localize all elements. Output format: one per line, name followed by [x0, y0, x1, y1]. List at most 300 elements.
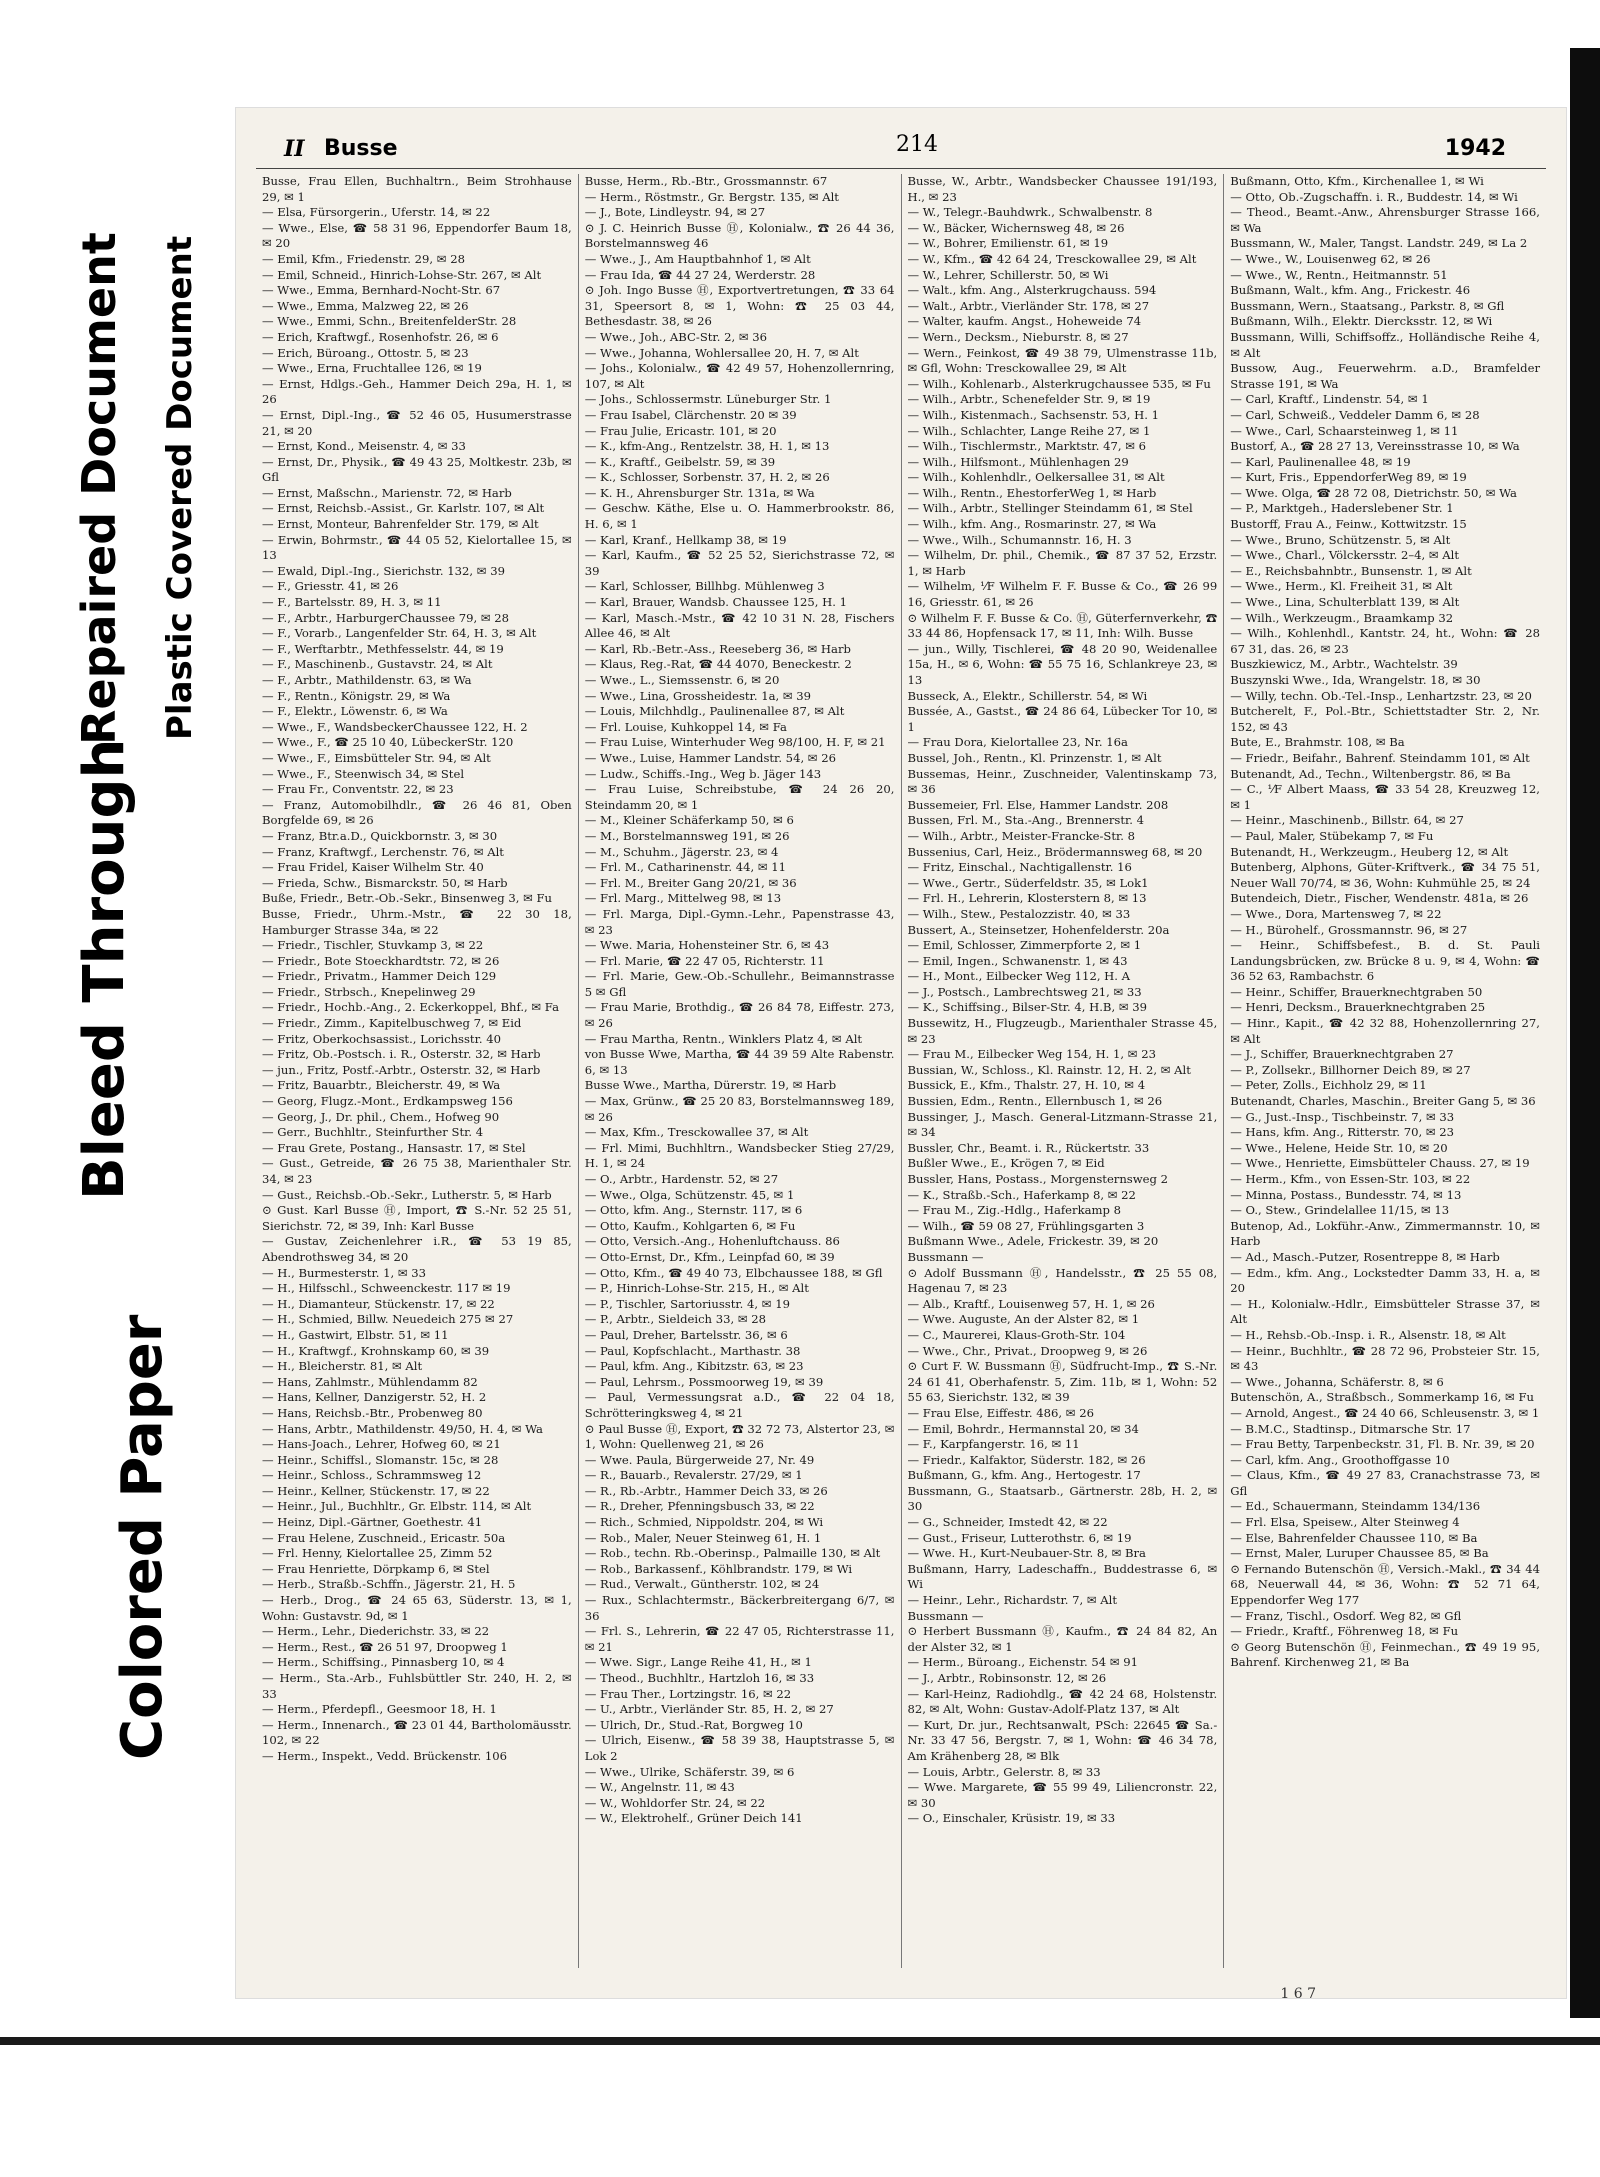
directory-entry: — Wilh., ☎ 59 08 27, Frühlingsgarten 3 — [907, 1218, 1145, 1233]
directory-entry: — Friedr., Beifahr., Bahrenf. Steindamm 101, ✉ Alt — [1230, 750, 1530, 765]
directory-entry: — Emil, Ingen., Schwanenstr. 1, ✉ 43 — [907, 953, 1128, 968]
directory-entry: ⊙ Joh. Ingo Busse Ⓗ, Exportvertretungen, ☎ 33 64 31, Speersort 8, ✉ 1, Wohn: ☎ 25 03 44, Bethesdastr. 38, ✉ 26 — [584, 283, 895, 329]
directory-entry: Bußmann Wwe., Adele, Frickestr. 39, ✉ 20 — [907, 1234, 1159, 1249]
directory-entry: — Wwe., Ulrike, Schäferstr. 39, ✉ 6 — [584, 1764, 795, 1779]
directory-entry: — Minna, Postass., Bundesstr. 74, ✉ 13 — [1230, 1187, 1462, 1202]
directory-entry: — Theod., Beamt.-Anw., Ahrensburger Strasse 166, ✉ Wa — [1230, 205, 1540, 235]
directory-entry: — Rob., techn. Rb.-Oberinsp., Palmaille 130, ✉ Alt — [584, 1546, 881, 1561]
directory-entry: — Otto, Kaufm., Kohlgarten 6, ✉ Fu — [584, 1218, 796, 1233]
directory-entry: Busse, W., Arbtr., Wandsbecker Chaussee 191/193, H., ✉ 23 — [907, 174, 1218, 204]
directory-entry: Bussert, A., Steinsetzer, Hohenfelderstr. 20a — [907, 922, 1170, 937]
directory-entry: ⊙ Curt F. W. Bussmann Ⓗ, Südfrucht-Imp., ☎ S.-Nr. 24 61 41, Oberhafenstr. 5, Zim. 11b, ✉ 1, Wohn: 52 55 63, Sierichstr. 132, ✉ 39 — [907, 1359, 1218, 1405]
directory-entry: — Wilh., Tischlermstr., Marktstr. 47, ✉ 6 — [907, 439, 1146, 454]
directory-entry: — Otto, Kfm., ☎ 49 40 73, Elbchaussee 188, ✉ Gfl — [584, 1265, 883, 1280]
directory-entry: — R., Bauarb., Revalerstr. 27/29, ✉ 1 — [584, 1468, 803, 1483]
directory-entry: Bußmann, Otto, Kfm., Kirchenallee 1, ✉ Wi — [1230, 174, 1484, 188]
directory-entry: Butenandt, Ad., Techn., Wiltenbergstr. 86, ✉ Ba — [1230, 766, 1511, 781]
directory-entry: — Herm., Schiffsing., Pinnasberg 10, ✉ 4 — [262, 1655, 505, 1670]
directory-entry: — Wwe., Joh., ABC-Str. 2, ✉ 36 — [584, 329, 767, 344]
directory-entry: — Frl. Marga, Dipl.-Gymn.-Lehr., Papenstrasse 43, ✉ 23 — [584, 906, 895, 937]
directory-entry: — Gust., Reichsb.-Ob.-Sekr., Lutherstr. 5, ✉ Harb — [262, 1187, 552, 1202]
directory-entry: Bussick, E., Kfm., Thalstr. 27, H. 10, ✉ 4 — [907, 1078, 1146, 1093]
directory-entry: — Wwe. Maria, Hohensteiner Str. 6, ✉ 43 — [584, 938, 830, 953]
directory-entry: — F., Arbtr., Mathildenstr. 63, ✉ Wa — [262, 673, 472, 687]
directory-entry: ⊙ Fernando Butenschön Ⓗ, Versich.-Makl., ☎ 34 44 68, Neuerwall 44, ✉ 36, Wohn: ☎ 52 71 64, Eppendorfer Weg 177 — [1230, 1561, 1540, 1608]
directory-entry: — H., Bleicherstr. 81, ✉ Alt — [262, 1359, 423, 1374]
directory-page — [236, 108, 1566, 2002]
directory-entry: — Franz, Btr.a.D., Quickbornstr. 3, ✉ 30 — [262, 828, 498, 843]
directory-entry: — F., Griesstr. 41, ✉ 26 — [262, 579, 399, 594]
directory-entry: ⊙ Gust. Karl Busse Ⓗ, Import, ☎ S.-Nr. 52 25 51, Sierichstr. 72, ✉ 39, Inh: Karl Busse — [262, 1203, 572, 1233]
directory-entry: — Wilhelm, Dr. phil., Chemik., ☎ 87 37 52, Erzstr. 1, ✉ Harb — [907, 548, 1218, 578]
directory-entry: Bussemas, Heinr., Zuschneider, Valentinskamp 73, ✉ 36 — [907, 766, 1218, 797]
directory-entry: Busseck, A., Elektr., Schillerstr. 54, ✉ Wi — [907, 688, 1148, 703]
directory-entry: — Ludw., Schiffs.-Ing., Weg b. Jäger 143 — [584, 766, 822, 781]
directory-entry: — Friedr., Tischler, Stuvkamp 3, ✉ 22 — [262, 938, 484, 953]
directory-entry: Bußmann, G., kfm. Ang., Hertogestr. 17 — [907, 1468, 1141, 1483]
directory-entry: — Wwe., W., Rentn., Heitmannstr. 51 — [1230, 267, 1448, 282]
directory-entry: — Heinr., Schloss., Schrammsweg 12 — [262, 1468, 482, 1483]
directory-entry: — Wwe., L., Siemssenstr. 6, ✉ 20 — [584, 673, 780, 687]
directory-entry: — Wwe., Wilh., Schumannstr. 16, H. 3 — [907, 532, 1132, 547]
directory-entry: — O., Einschaler, Krüsistr. 19, ✉ 33 — [907, 1811, 1116, 1826]
directory-entry: — W., Bäcker, Wichernsweg 48, ✉ 26 — [907, 220, 1125, 235]
directory-entry: — Otto, kfm. Ang., Sternstr. 117, ✉ 6 — [584, 1203, 803, 1218]
directory-entry: — Wern., Feinkost, ☎ 49 38 79, Ulmenstrasse 11b, ✉ Gfl, Wohn: Tresckowallee 29, ✉ Alt — [907, 345, 1218, 376]
directory-entry: — Wilh., Hilfsmont., Mühlenhagen 29 — [907, 454, 1129, 469]
directory-entry: — Emil, Schneid., Hinrich-Lohse-Str. 267, ✉ Alt — [262, 267, 542, 282]
directory-entry: — Wwe., Emmi, Schn., BreitenfelderStr. 28 — [262, 314, 517, 329]
directory-entry: — Wwe. H., Kurt-Neubauer-Str. 8, ✉ Bra — [907, 1546, 1146, 1561]
directory-entry: — Wwe., Henriette, Eimsbütteler Chauss. 27, ✉ 19 — [1230, 1156, 1530, 1171]
directory-entry: — H., Burmesterstr. 1, ✉ 33 — [262, 1265, 426, 1280]
directory-entry: — Karl, Kranf., Hellkamp 38, ✉ 19 — [584, 532, 787, 547]
directory-entry: Butenandt, Charles, Maschin., Breiter Gang 5, ✉ 36 — [1230, 1094, 1536, 1109]
directory-entry: — Karl, Rb.-Betr.-Ass., Reeseberg 36, ✉ Harb — [584, 641, 851, 656]
directory-entry: — H., Bürohelf., Grossmannstr. 96, ✉ 27 — [1230, 922, 1468, 937]
directory-entry: Bussien, Edm., Rentn., Ellernbusch 1, ✉ 26 — [907, 1094, 1163, 1109]
directory-entry: — H., Mont., Eilbecker Weg 112, H. A — [907, 969, 1131, 984]
directory-entry: — P., Arbtr., Sieldeich 33, ✉ 28 — [584, 1312, 766, 1327]
directory-entry: Bussinger, J., Masch. General-Litzmann-Strasse 21, ✉ 34 — [907, 1109, 1218, 1140]
section-roman: II — [284, 136, 305, 162]
directory-entry: — Wilh., kfm. Ang., Rosmarinstr. 27, ✉ Wa — [907, 517, 1157, 532]
directory-entry: ⊙ Paul Busse Ⓗ, Export, ☎ 32 72 73, Alstertor 23, ✉ 1, Wohn: Quellenweg 21, ✉ 26 — [584, 1421, 895, 1452]
directory-entry: Bussmann, W., Maler, Tangst. Landstr. 249, ✉ La 2 — [1230, 236, 1528, 251]
repaired-document-label: Repaired Document — [72, 232, 126, 745]
directory-entry: — Franz, Automobilhdlr., ☎ 26 46 81, Oben Borgfelde 69, ✉ 26 — [262, 797, 572, 828]
directory-entry: — Frl. Mimi, Buchhltrn., Wandsbecker Stieg 27/29, H. 1, ✉ 24 — [584, 1140, 895, 1171]
directory-entry: — Frau M., Eilbecker Weg 154, H. 1, ✉ 23 — [907, 1047, 1156, 1062]
directory-entry: — U., Arbtr., Vierländer Str. 85, H. 2, ✉ 27 — [584, 1702, 834, 1717]
directory-entry: — Frl. Marie, ☎ 22 47 05, Richterstr. 11 — [584, 953, 825, 968]
directory-entry: — K., Straßb.-Sch., Haferkamp 8, ✉ 22 — [907, 1187, 1136, 1202]
directory-entry: — F., Elektr., Löwenstr. 6, ✉ Wa — [262, 704, 448, 719]
directory-entry: — Fritz, Einschal., Nachtigallenstr. 16 — [907, 860, 1132, 875]
directory-entry: — Wwe., Dora, Martensweg 7, ✉ 22 — [1230, 906, 1442, 921]
directory-entry: Bussler, Chr., Beamt. i. R., Rückertstr. 33 — [907, 1140, 1150, 1155]
directory-entry: — W., Elektrohelf., Grüner Deich 141 — [584, 1811, 803, 1826]
directory-entry: — Heinr., Lehr., Richardstr. 7, ✉ Alt — [907, 1593, 1118, 1608]
directory-entry: — Frau Luise, Winterhuder Weg 98/100, H. F, ✉ 21 — [584, 735, 886, 750]
directory-entry: — Paul, Dreher, Bartelsstr. 36, ✉ 6 — [584, 1327, 788, 1342]
directory-entry: — Wwe. Olga, ☎ 28 72 08, Dietrichstr. 50, ✉ Wa — [1230, 485, 1517, 500]
directory-entry: — K., kfm-Ang., Rentzelstr. 38, H. 1, ✉ 13 — [584, 439, 830, 454]
directory-entry: — Edm., kfm. Ang., Lockstedter Damm 33, H. a, ✉ 20 — [1230, 1265, 1540, 1296]
directory-entry: — Wilh., Kistenmach., Sachsenstr. 53, H. 1 — [907, 407, 1159, 422]
directory-entry: — F., Maschinenb., Gustavstr. 24, ✉ Alt — [262, 657, 493, 672]
directory-entry: — Paul, Maler, Stübekamp 7, ✉ Fu — [1230, 828, 1434, 843]
directory-entry: — Herm., Lehr., Diederichstr. 33, ✉ 22 — [262, 1624, 490, 1639]
directory-entry: — Frl. Marg., Mittelweg 98, ✉ 13 — [584, 891, 782, 906]
scan-top-margin — [0, 0, 1600, 44]
directory-entry: — Herm., Innenarch., ☎ 23 01 44, Bartholomäusstr. 102, ✉ 22 — [262, 1717, 572, 1748]
directory-entry: Busse Wwe., Martha, Dürerstr. 19, ✉ Harb — [584, 1078, 837, 1093]
directory-entry: — W., Lehrer, Schillerstr. 50, ✉ Wi — [907, 267, 1109, 282]
directory-entry: — Frl. Elsa, Speisew., Alter Steinweg 4 — [1230, 1515, 1460, 1530]
directory-entry: — H., Kraftwgf., Krohnskamp 60, ✉ 39 — [262, 1343, 490, 1358]
directory-entry: — Wwe., Olga, Schützenstr. 45, ✉ 1 — [584, 1187, 795, 1202]
directory-entry: von Busse Wwe, Martha, ☎ 44 39 59 Alte Rabenstr. 6, ✉ 13 — [584, 1047, 895, 1077]
directory-entry: — Karl, Brauer, Wandsb. Chaussee 125, H. 1 — [584, 595, 847, 610]
directory-entry: — G., Schneider, Imstedt 42, ✉ 22 — [907, 1515, 1108, 1530]
directory-entry: — Frl. M., Catharinenstr. 44, ✉ 11 — [584, 860, 787, 875]
directory-entry: — Emil, Kfm., Friedenstr. 29, ✉ 28 — [262, 251, 465, 266]
directory-entry: — Geschw. Käthe, Else u. O. Hammerbrookstr. 86, H. 6, ✉ 1 — [584, 501, 895, 532]
directory-entry: — Frl. H., Lehrerin, Klosterstern 8, ✉ 13 — [907, 891, 1147, 906]
directory-entry: — Rob., Maler, Neuer Steinweg 61, H. 1 — [584, 1530, 822, 1545]
directory-entry: Buszkiewicz, M., Arbtr., Wachtelstr. 39 — [1230, 657, 1458, 672]
directory-entry: ⊙ Adolf Bussmann Ⓗ, Handelsstr., ☎ 25 55 08, Hagenau 7, ✉ 23 — [907, 1265, 1218, 1296]
directory-entry: — Erich, Kraftwgf., Rosenhofstr. 26, ✉ 6 — [262, 329, 499, 344]
directory-entry: — Ernst, Maler, Luruper Chaussee 85, ✉ Ba — [1230, 1546, 1489, 1561]
directory-entry: — Wwe., Gertr., Süderfeldstr. 35, ✉ Lok1 — [907, 875, 1149, 890]
directory-entry: — Herm., Rest., ☎ 26 51 97, Droopweg 1 — [262, 1639, 508, 1654]
directory-entry: Bustorf, A., ☎ 28 27 13, Vereinsstrasse 10, ✉ Wa — [1230, 439, 1520, 454]
directory-entry: — Ulrich, Eisenw., ☎ 58 39 38, Hauptstrasse 5, ✉ Lok 2 — [584, 1733, 895, 1763]
directory-entry: — Ernst, Dipl.-Ing., ☎ 52 46 05, Husumerstrasse 21, ✉ 20 — [262, 407, 572, 438]
directory-entry: — Herm., Kfm., von Essen-Str. 103, ✉ 22 — [1230, 1172, 1471, 1186]
directory-entry: Bussmann, G., Staatsarb., Gärtnerstr. 28b, H. 2, ✉ 30 — [907, 1483, 1218, 1514]
directory-entry: — Paul, Lehrsm., Possmoorweg 19, ✉ 39 — [584, 1374, 824, 1389]
directory-entry: — Heinr., Schiffsbefest., B. d. St. Pauli Landungsbrücken, zw. Brücke 8 u. 9, ✉ 4, Wohn: ☎ 36 52 63, Rambachstr. 6 — [1230, 938, 1540, 984]
directory-entry: — Karl, Paulinenallee 48, ✉ 19 — [1230, 454, 1411, 469]
directory-entry: Bußmann, Wilh., Elektr. Diercksstr. 12, ✉ Wi — [1230, 314, 1493, 329]
directory-entry: — P., Marktgeh., Haderslebener Str. 1 — [1230, 501, 1454, 516]
plastic-covered-label: Plastic Covered Document — [160, 235, 200, 740]
directory-entry: — Walt., Arbtr., Vierländer Str. 178, ✉ 27 — [907, 298, 1150, 313]
directory-entry: — Hinr., Kapit., ☎ 42 32 88, Hohenzollernring 27, ✉ Alt — [1230, 1016, 1540, 1046]
directory-entry: Bussian, W., Schloss., Kl. Rainstr. 12, H. 2, ✉ Alt — [907, 1062, 1191, 1077]
directory-entry: — Peter, Zolls., Eichholz 29, ✉ 11 — [1230, 1078, 1427, 1093]
directory-entry: Bussée, A., Gastst., ☎ 24 86 64, Lübecker Tor 10, ✉ 1 — [907, 704, 1218, 734]
directory-entry: Bussmann, Willi, Schiffsoffz., Holländische Reihe 4, ✉ Alt — [1230, 329, 1540, 360]
directory-entry: — H., Diamanteur, Stückenstr. 17, ✉ 22 — [262, 1296, 495, 1311]
directory-entry: Bussenius, Carl, Heiz., Brödermannsweg 68, ✉ 20 — [907, 844, 1203, 859]
directory-entry: — Wwe. Margarete, ☎ 55 99 49, Liliencronstr. 22, ✉ 30 — [907, 1780, 1218, 1810]
scanner-bottom-bar — [0, 2037, 1600, 2045]
directory-entry: — Erwin, Bohrmstr., ☎ 44 05 52, Kielortallee 15, ✉ 13 — [262, 532, 572, 563]
directory-entry: — Georg, Flugz.-Mont., Erdkampsweg 156 — [262, 1094, 513, 1109]
directory-entry: — Wwe., W., Louisenweg 62, ✉ 26 — [1230, 251, 1431, 266]
directory-entry: — Johs., Kolonialw., ☎ 42 49 57, Hohenzollernring, 107, ✉ Alt — [584, 361, 895, 391]
column-4 — [1224, 174, 1546, 1968]
directory-entry: — Frau Fridel, Kaiser Wilhelm Str. 40 — [262, 860, 484, 875]
directory-entry: — Herm., Büroang., Eichenstr. 54 ✉ 91 — [907, 1655, 1139, 1670]
directory-entry: — Klaus, Reg.-Rat, ☎ 44 4070, Beneckestr. 2 — [584, 657, 852, 672]
directory-entry: — Karl, Schlosser, Billhbg. Mühlenweg 3 — [584, 579, 825, 594]
directory-entry: — F., Bartelsstr. 89, H. 3, ✉ 11 — [262, 595, 442, 610]
footer-mark: 1 6 7 — [1280, 1986, 1316, 2002]
directory-entry: — Wilh., Arbtr., Schenefelder Str. 9, ✉ 19 — [907, 392, 1151, 407]
directory-entry: Bussmann, Wern., Staatsang., Parkstr. 8, ✉ Gfl — [1230, 298, 1505, 313]
directory-entry: — jun., Fritz, Postf.-Arbtr., Osterstr. 32, ✉ Harb — [262, 1062, 541, 1077]
directory-entry: — Wwe., Emma, Bernhard-Nocht-Str. 67 — [262, 283, 501, 298]
directory-entry: Bussmann — — [907, 1249, 984, 1264]
directory-entry: — Karl, Masch.-Mstr., ☎ 42 10 31 N. 28, Fischers Allee 46, ✉ Alt — [584, 610, 895, 641]
directory-entry: — Frau Betty, Tarpenbeckstr. 31, Fl. B. Nr. 39, ✉ 20 — [1230, 1437, 1535, 1452]
directory-entry: Buszynski Wwe., Ida, Wrangelstr. 18, ✉ 30 — [1230, 673, 1481, 687]
directory-entry: — E., Reichsbahnbtr., Bunsenstr. 1, ✉ Alt — [1230, 563, 1472, 578]
directory-entry: ⊙ Herbert Bussmann Ⓗ, Kaufm., ☎ 24 84 82, An der Alster 32, ✉ 1 — [907, 1624, 1218, 1654]
directory-entry: — Wwe., Lina, Grossheidestr. 1a, ✉ 39 — [584, 688, 812, 703]
directory-entry: — Frau Luise, Schreibstube, ☎ 24 26 20, Steindamm 20, ✉ 1 — [584, 782, 895, 812]
directory-entry: — Claus, Kfm., ☎ 49 27 83, Cranachstrasse 73, ✉ Gfl — [1230, 1468, 1540, 1498]
directory-entry: — Wwe., Else, ☎ 58 31 96, Eppendorfer Baum 18, ✉ 20 — [262, 220, 572, 251]
directory-entry: — F., Arbtr., HarburgerChaussee 79, ✉ 28 — [262, 610, 510, 625]
directory-entry: Bustorff, Frau A., Feinw., Kottwitzstr. 15 — [1230, 517, 1467, 532]
directory-entry: — H., Gastwirt, Elbstr. 51, ✉ 11 — [262, 1327, 449, 1342]
directory-entry: — Rux., Schlachtermstr., Bäckerbreitergang 6/7, ✉ 36 — [584, 1593, 895, 1623]
directory-entry: — Friedr., Hochb.-Ang., 2. Eckerkoppel, Bhf., ✉ Fa — [262, 1000, 559, 1015]
directory-entry: — F., Karpfangerstr. 16, ✉ 11 — [907, 1437, 1080, 1452]
directory-entry: Butendeich, Dietr., Fischer, Wendenstr. 481a, ✉ 26 — [1230, 891, 1529, 906]
directory-entry: — Max, Grünw., ☎ 25 20 83, Borstelmannsweg 189, ✉ 26 — [584, 1094, 895, 1124]
directory-entry: — Heinz, Dipl.-Gärtner, Goethestr. 41 — [262, 1515, 483, 1530]
directory-entry: — Hans, Arbtr., Mathildenstr. 49/50, H. 4, ✉ Wa — [262, 1421, 543, 1436]
directory-entry: — Frau Martha, Rentn., Winklers Platz 4, ✉ Alt — [584, 1031, 863, 1046]
directory-entry: — Wwe. Paula, Bürgerweide 27, Nr. 49 — [584, 1452, 815, 1467]
directory-entry: — Herm., Sta.-Arb., Fuhlsbüttler Str. 240, H. 2, ✉ 33 — [262, 1671, 572, 1701]
directory-entry: — Wwe., Bruno, Schützenstr. 5, ✉ Alt — [1230, 532, 1451, 547]
directory-entry: — Herm., Inspekt., Vedd. Brückenstr. 106 — [262, 1748, 507, 1763]
directory-entry: — W., Telegr.-Bauhdwrk., Schwalbenstr. 8 — [907, 205, 1153, 220]
directory-entry: — Wilh., Kohlenhdl., Kantstr. 24, ht., Wohn: ☎ 28 67 31, das. 26, ✉ 23 — [1230, 626, 1540, 656]
directory-entry: — Carl, Kraftf., Lindenstr. 54, ✉ 1 — [1230, 392, 1429, 407]
directory-entry: — Wwe., J., Am Hauptbahnhof 1, ✉ Alt — [584, 251, 811, 266]
directory-entry: — Wilh., Werkzeugm., Braamkamp 32 — [1230, 610, 1454, 625]
directory-entry: — Emil, Schlosser, Zimmerpforte 2, ✉ 1 — [907, 938, 1142, 953]
directory-entry: — R., Rb.-Arbtr., Hammer Deich 33, ✉ 26 — [584, 1483, 828, 1498]
directory-entry: Busse, Friedr., Uhrm.-Mstr., ☎ 22 30 18, Hamburger Strasse 34a, ✉ 22 — [262, 906, 572, 937]
directory-entry: — B.M.C., Stadtinsp., Ditmarsche Str. 17 — [1230, 1421, 1471, 1436]
directory-entry: — Heinr., Buchhltr., ☎ 28 72 96, Probsteier Str. 15, ✉ 43 — [1230, 1343, 1540, 1374]
directory-entry: — Alb., Kraftf., Louisenweg 57, H. 1, ✉ 26 — [907, 1296, 1155, 1311]
directory-entry: — Heinr., Kellner, Stückenstr. 17, ✉ 22 — [262, 1483, 490, 1498]
directory-entry: — Wilh., Schlachter, Lange Reihe 27, ✉ 1 — [907, 423, 1151, 438]
directory-entry: — Hans, kfm. Ang., Ritterstr. 70, ✉ 23 — [1230, 1125, 1455, 1140]
directory-entry: Busse, Frau Ellen, Buchhaltrn., Beim Strohhause 29, ✉ 1 — [262, 174, 572, 204]
directory-entry: — Frl. Marie, Gew.-Ob.-Schullehr., Beimannstrasse 5 ✉ Gfl — [584, 969, 895, 999]
directory-entry: — J., Postsch., Lambrechtsweg 21, ✉ 33 — [907, 984, 1142, 999]
directory-entry: — Walter, kaufm. Angst., Hoheweide 74 — [907, 314, 1142, 329]
directory-entry: — H., Schmied, Billw. Neuedeich 275 ✉ 27 — [262, 1312, 514, 1327]
directory-entry: — Franz, Kraftwgf., Lerchenstr. 76, ✉ Alt — [262, 844, 504, 859]
directory-entry: — Louis, Arbtr., Gelerstr. 8, ✉ 33 — [907, 1764, 1101, 1779]
directory-entry: — Frieda, Schw., Bismarckstr. 50, ✉ Harb — [262, 875, 508, 890]
directory-entry: — Wwe., Emma, Malzweg 22, ✉ 26 — [262, 298, 469, 313]
directory-entry: — P., Tischler, Sartoriusstr. 4, ✉ 19 — [584, 1296, 790, 1311]
directory-entry: — Frau Isabel, Clärchenstr. 20 ✉ 39 — [584, 407, 797, 422]
directory-entry: Bußler Wwe., E., Krögen 7, ✉ Eid — [907, 1156, 1105, 1171]
directory-entry: — W., Bohrer, Emilienstr. 61, ✉ 19 — [907, 236, 1109, 251]
directory-entry: ⊙ Georg Butenschön Ⓗ, Feinmechan., ☎ 49 19 95, Bahrenf. Kirchenweg 21, ✉ Ba — [1230, 1639, 1540, 1670]
directory-entry: — J., Arbtr., Robinsonstr. 12, ✉ 26 — [907, 1671, 1107, 1685]
directory-entry: — Heinr., Schiffer, Brauerknechtgraben 50 — [1230, 984, 1483, 999]
directory-entry: — C., Maurerei, Klaus-Groth-Str. 104 — [907, 1327, 1126, 1342]
directory-entry: — Frau Else, Eiffestr. 486, ✉ 26 — [907, 1405, 1094, 1420]
directory-entry: — R., Dreher, Pfenningsbusch 33, ✉ 22 — [584, 1499, 815, 1514]
directory-entry: — Frau Ther., Lortzingstr. 16, ✉ 22 — [584, 1686, 792, 1701]
directory-entry: — Erich, Büroang., Ottostr. 5, ✉ 23 — [262, 345, 469, 360]
directory-entry: — W., Wohldorfer Str. 24, ✉ 22 — [584, 1795, 766, 1810]
directory-entry: — W., Kfm., ☎ 42 64 24, Tresckowallee 29, ✉ Alt — [907, 251, 1197, 266]
directory-entry: Bussmann — — [907, 1608, 984, 1623]
directory-entry: — Frl. Henny, Kielortallee 25, Zimm 52 — [262, 1546, 493, 1561]
directory-entry: — Georg, J., Dr. phil., Chem., Hofweg 90 — [262, 1109, 500, 1124]
colored-paper-label: Colored Paper — [110, 1314, 175, 1760]
directory-entry: — Wwe. Sigr., Lange Reihe 41, H., ✉ 1 — [584, 1655, 812, 1670]
directory-entry: — Ulrich, Dr., Stud.-Rat, Borgweg 10 — [584, 1717, 803, 1732]
directory-entry: Butenschön, A., Straßbsch., Sommerkamp 16, ✉ Fu — [1230, 1390, 1534, 1405]
directory-entry: — Johs., Schlossermstr. Lüneburger Str. 1 — [584, 392, 832, 407]
directory-entry: — Wwe., Luise, Hammer Landstr. 54, ✉ 26 — [584, 750, 836, 765]
directory-entry: — F., Vorarb., Langenfelder Str. 64, H. 3, ✉ Alt — [262, 626, 537, 641]
directory-entry: — Frau Grete, Postang., Hansastr. 17, ✉ Stel — [262, 1140, 526, 1155]
directory-entry: — K., Schlosser, Sorbenstr. 37, H. 2, ✉ 26 — [584, 470, 830, 485]
directory-entry: — Herm., Pferdepfl., Geesmoor 18, H. 1 — [262, 1702, 497, 1717]
directory-entry: — Frau Julie, Ericastr. 101, ✉ 20 — [584, 423, 777, 438]
directory-entry: — Frl. Louise, Kuhkoppel 14, ✉ Fa — [584, 719, 787, 734]
scanner-edge — [1570, 48, 1600, 2018]
directory-entry: — Karl-Heinz, Radiohdlg., ☎ 42 24 68, Holstenstr. 82, ✉ Alt, Wohn: Gustav-Adolf-Platz 137, ✉ Alt — [907, 1686, 1218, 1717]
directory-entry: — Herb., Drog., ☎ 24 65 63, Süderstr. 13, ✉ 1, Wohn: Gustavstr. 9d, ✉ 1 — [262, 1593, 572, 1623]
directory-entry: — Wwe., F., Eimsbütteler Str. 94, ✉ Alt — [262, 750, 491, 765]
directory-entry: Bussler, Hans, Postass., Morgensternsweg 2 — [907, 1172, 1169, 1186]
directory-entry: Butenandt, H., Werkzeugm., Heuberg 12, ✉ Alt — [1230, 844, 1509, 859]
directory-entry: Bute, E., Brahmstr. 108, ✉ Ba — [1230, 735, 1405, 750]
directory-entry: — Wilh., Kohlenarb., Alsterkrugchaussee 535, ✉ Fu — [907, 376, 1211, 391]
directory-entry: — Friedr., Privatm., Hammer Deich 129 — [262, 969, 497, 984]
directory-entry: — Wwe., Charl., Völckersstr. 2–4, ✉ Alt — [1230, 548, 1460, 563]
directory-entry: Busse, Herm., Rb.-Btr., Grossmannstr. 67 — [584, 174, 828, 188]
directory-entry: — Wwe., F., ☎ 25 10 40, LübeckerStr. 120 — [262, 735, 514, 750]
directory-entry: Bußmann, Walt., kfm. Ang., Frickestr. 46 — [1230, 283, 1471, 298]
directory-entry: — Wilh., Arbtr., Meister-Francke-Str. 8 — [907, 828, 1135, 843]
directory-entry: — Frau Helene, Zuschneid., Ericastr. 50a — [262, 1530, 506, 1545]
directory-entry: ⊙ J. C. Heinrich Busse Ⓗ, Kolonialw., ☎ 26 44 36, Borstelmannsweg 46 — [584, 220, 895, 251]
directory-entry: — Gustav, Zeichenlehrer i.R., ☎ 53 19 85, Abendrothsweg 34, ✉ 20 — [262, 1234, 572, 1264]
directory-entry: — Walt., kfm. Ang., Alsterkrugchauss. 594 — [907, 283, 1157, 298]
directory-entry: — P., Hinrich-Lohse-Str. 215, H., ✉ Alt — [584, 1281, 809, 1296]
directory-entry: — Elsa, Fürsorgerin., Uferstr. 14, ✉ 22 — [262, 205, 491, 220]
directory-entry: — Wwe., Helene, Heide Str. 10, ✉ 20 — [1230, 1140, 1448, 1155]
directory-entry: ⊙ Wilhelm F. F. Busse & Co. Ⓗ, Güterfernverkehr, ☎ 33 44 86, Hopfensack 17, ✉ 11, Inh: Wilh. Busse — [907, 610, 1218, 641]
directory-entry: — K., Schiffsing., Bilser-Str. 4, H.B, ✉ 39 — [907, 1000, 1147, 1015]
column-3 — [902, 174, 1225, 1968]
directory-entry: Butenberg, Alphons, Güter-Kriftverk., ☎ 34 75 51, Neuer Wall 70/74, ✉ 36, Wohn: Kuhmühle 25, ✉ 24 — [1230, 860, 1540, 890]
directory-entry: — J., Schiffer, Brauerknechtgraben 27 — [1230, 1047, 1454, 1062]
directory-entry: — Frl. S., Lehrerin, ☎ 22 47 05, Richterstrasse 11, ✉ 21 — [584, 1624, 895, 1654]
header-surname: Busse — [324, 136, 398, 161]
directory-entry: — Arnold, Angest., ☎ 24 40 66, Schleusenstr. 3, ✉ 1 — [1230, 1405, 1540, 1420]
directory-entry: — Fritz, Bauarbtr., Bleicherstr. 49, ✉ Wa — [262, 1078, 501, 1093]
directory-entry: — Wwe., Johanna, Wohlersallee 20, H. 7, ✉ Alt — [584, 345, 859, 360]
directory-entry: — G., Just.-Insp., Tischbeinstr. 7, ✉ 33 — [1230, 1109, 1455, 1124]
directory-entry: — Wwe., Erna, Fruchtallee 126, ✉ 19 — [262, 361, 482, 376]
directory-entry: — P., Zollsekr., Billhorner Deich 89, ✉ 27 — [1230, 1062, 1471, 1077]
directory-entry: — F., Rentn., Königstr. 29, ✉ Wa — [262, 688, 451, 703]
directory-entry: — Henri, Decksm., Brauerknechtgraben 25 — [1230, 1000, 1486, 1015]
directory-entry: — Otto-Ernst, Dr., Kfm., Leinpfad 60, ✉ 39 — [584, 1249, 835, 1264]
directory-entry: — Hans, Reichsb.-Btr., Probenweg 80 — [262, 1405, 483, 1420]
directory-entry: — Rud., Verwalt., Güntherstr. 102, ✉ 24 — [584, 1577, 820, 1592]
directory-entry: — Friedr., Bote Stoeckhardtstr. 72, ✉ 26 — [262, 953, 500, 968]
directory-entry: — Gust., Friseur, Lutterothstr. 6, ✉ 19 — [907, 1530, 1132, 1545]
directory-entry: — Theod., Buchhltr., Hartzloh 16, ✉ 33 — [584, 1671, 815, 1685]
directory-entry: — Franz, Tischl., Osdorf. Weg 82, ✉ Gfl — [1230, 1608, 1462, 1623]
directory-entry: — Karl, Kaufm., ☎ 52 25 52, Sierichstrasse 72, ✉ 39 — [584, 548, 895, 578]
directory-entry: Bussel, Joh., Rentn., Kl. Prinzenstr. 1, ✉ Alt — [907, 750, 1162, 765]
directory-entry: — Ed., Schauermann, Steindamm 134/136 — [1230, 1499, 1481, 1514]
directory-entry: — M., Kleiner Schäferkamp 50, ✉ 6 — [584, 813, 794, 828]
column-1 — [256, 174, 579, 1968]
directory-entry: — K. H., Ahrensburger Str. 131a, ✉ Wa — [584, 485, 815, 500]
directory-entry: Bussow, Aug., Feuerwehrm. a.D., Bramfelder Strasse 191, ✉ Wa — [1230, 361, 1540, 391]
directory-entry: — Wwe., Chr., Privat., Droopweg 9, ✉ 26 — [907, 1343, 1148, 1358]
directory-entry: — Rob., Barkassenf., Köhlbrandstr. 179, ✉ Wi — [584, 1561, 853, 1576]
directory-entry: — Frau Henriette, Dörpkamp 6, ✉ Stel — [262, 1561, 490, 1576]
directory-entry: — Wwe., F., Steenwisch 34, ✉ Stel — [262, 766, 465, 781]
directory-entry: Bussewitz, H., Flugzeugb., Marienthaler Strasse 45, ✉ 23 — [907, 1016, 1218, 1046]
directory-entry: — H., Rehsb.-Ob.-Insp. i. R., Alsenstr. 18, ✉ Alt — [1230, 1327, 1506, 1342]
directory-entry: — Emil, Bohrdr., Hermannstal 20, ✉ 34 — [907, 1421, 1139, 1436]
directory-entry: — Wilhelm, ⅟F Wilhelm F. F. Busse & Co., ☎ 26 99 16, Griesstr. 61, ✉ 26 — [907, 579, 1218, 610]
directory-entry: — Herm., Röstmstr., Gr. Bergstr. 135, ✉ Alt — [584, 189, 839, 204]
directory-entry: — Wwe., Johanna, Schäferstr. 8, ✉ 6 — [1230, 1374, 1444, 1389]
directory-entry: — J., Bote, Lindleystr. 94, ✉ 27 — [584, 205, 766, 220]
directory-entry: — Wilh., Kohlenhdlr., Oelkersallee 31, ✉ Alt — [907, 470, 1165, 485]
directory-entry: — Hans, Zahlmstr., Mühlendamm 82 — [262, 1374, 478, 1389]
directory-entry: — Friedr., Zimm., Kapitelbuschweg 7, ✉ Eid — [262, 1016, 522, 1031]
directory-entry: — Gerr., Buchhltr., Steinfurther Str. 4 — [262, 1125, 484, 1140]
directory-entry: — Wilh., Arbtr., Stellinger Steindamm 61, ✉ Stel — [907, 501, 1193, 516]
directory-entry: — Kurt, Fris., EppendorferWeg 89, ✉ 19 — [1230, 470, 1467, 485]
directory-entry: — Hans-Joach., Lehrer, Hofweg 60, ✉ 21 — [262, 1437, 501, 1452]
directory-entry: — Ad., Masch.-Putzer, Rosentreppe 8, ✉ Harb — [1230, 1249, 1500, 1264]
directory-entry: — Wwe. Auguste, An der Alster 82, ✉ 1 — [907, 1312, 1140, 1327]
directory-entry: — Otto, Versich.-Ang., Hohenluftchauss. 86 — [584, 1234, 840, 1249]
directory-entry: — Heinr., Jul., Buchhltr., Gr. Elbstr. 114, ✉ Alt — [262, 1499, 532, 1514]
directory-entry: — Ewald, Dipl.-Ing., Sierichstr. 132, ✉ 39 — [262, 563, 505, 578]
directory-entry: — Fritz, Ob.-Postsch. i. R., Osterstr. 32, ✉ Harb — [262, 1047, 541, 1062]
directory-entry: Butcherelt, F., Pol.-Btr., Schiettstadter Str. 2, Nr. 152, ✉ 43 — [1230, 704, 1540, 734]
directory-entry: — Wwe., Lina, Schulterblatt 139, ✉ Alt — [1230, 595, 1460, 610]
directory-entry: Bussemeier, Frl. Else, Hammer Landstr. 208 — [907, 797, 1169, 812]
directory-entry: — C., ⅟F Albert Maass, ☎ 33 54 28, Kreuzweg 12, ✉ 1 — [1230, 782, 1540, 812]
directory-entry: — Frl. M., Breiter Gang 20/21, ✉ 36 — [584, 875, 797, 890]
directory-entry: — Kurt, Dr. jur., Rechtsanwalt, PSch: 22645 ☎ Sa.-Nr. 33 47 56, Bergstr. 7, ✉ 1, Wohn: ☎ 46 34 78, Am Krähenberg 28, ✉ Blk — [907, 1717, 1218, 1763]
